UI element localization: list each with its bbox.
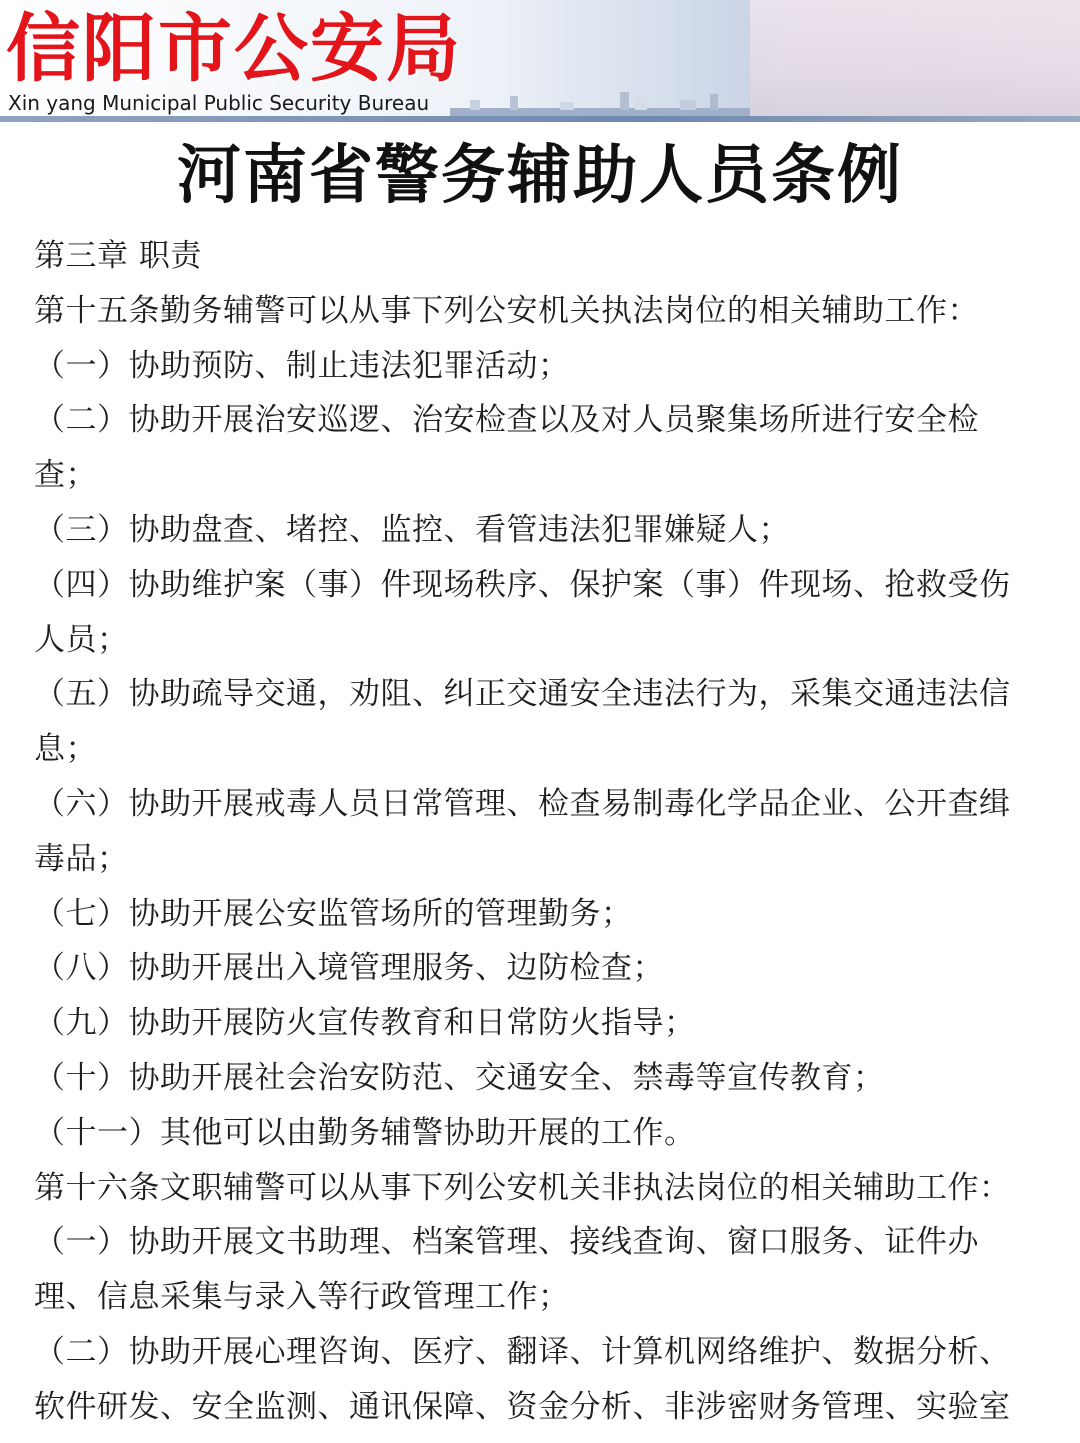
text-line: 第十五条勤务辅警可以从事下列公安机关执法岗位的相关辅助工作： [34,292,979,329]
text-line: （六）协助开展戒毒人员日常管理、检查易制毒化学品企业、公开查缉 [34,785,1011,822]
text-line: 第三章 职责 [34,238,202,274]
text-line: （十一）其他可以由勤务辅警协助开展的工作。 [34,1114,696,1151]
text-line: （八）协助开展出入境管理服务、边防检查； [34,950,664,987]
text-line: 人员； [34,621,129,658]
text-line: （七）协助开展公安监管场所的管理勤务； [34,895,633,932]
text-line: 软件研发、安全监测、通讯保障、资金分析、非涉密财务管理、实验室 [34,1388,1011,1425]
city-skyline-graphic [450,86,750,116]
text-line: （五）协助疏导交通，劝阻、纠正交通安全违法行为，采集交通违法信 [34,676,1011,713]
text-line: （九）协助开展防火宣传教育和日常防火指导； [34,1005,696,1042]
text-line: 第十六条文职辅警可以从事下列公安机关非执法岗位的相关辅助工作： [34,1169,1011,1206]
text-line: （二）协助开展治安巡逻、治安检查以及对人员聚集场所进行安全检 [34,402,979,439]
text-line: 毒品； [34,840,129,877]
bureau-name-chinese: 信阳市公安局 [6,6,462,92]
text-line: 息； [34,731,97,768]
text-line: 查； [34,457,97,494]
text-line: （四）协助维护案（事）件现场秩序、保护案（事）件现场、抢救受伤 [34,566,1011,603]
header-banner [0,0,1080,122]
banner-divider [0,116,1080,122]
text-line: 理、信息采集与录入等行政管理工作； [34,1279,570,1316]
document-body [34,229,1044,1435]
bureau-name-english: Xin yang Municipal Public Security Bureau [8,91,430,115]
text-line: （十）协助开展社会治安防范、交通安全、禁毒等宣传教育； [34,1059,885,1096]
text-line: （一）协助预防、制止违法犯罪活动； [34,347,570,384]
document-title: 河南省警务辅助人员条例 [177,139,903,213]
text-line: （三）协助盘查、堵控、监控、看管违法犯罪嫌疑人； [34,511,790,548]
text-line: （二）协助开展心理咨询、医疗、翻译、计算机网络维护、数据分析、 [34,1333,1011,1370]
banner-background [750,0,1080,118]
text-line: （一）协助开展文书助理、档案管理、接线查询、窗口服务、证件办 [34,1224,979,1261]
